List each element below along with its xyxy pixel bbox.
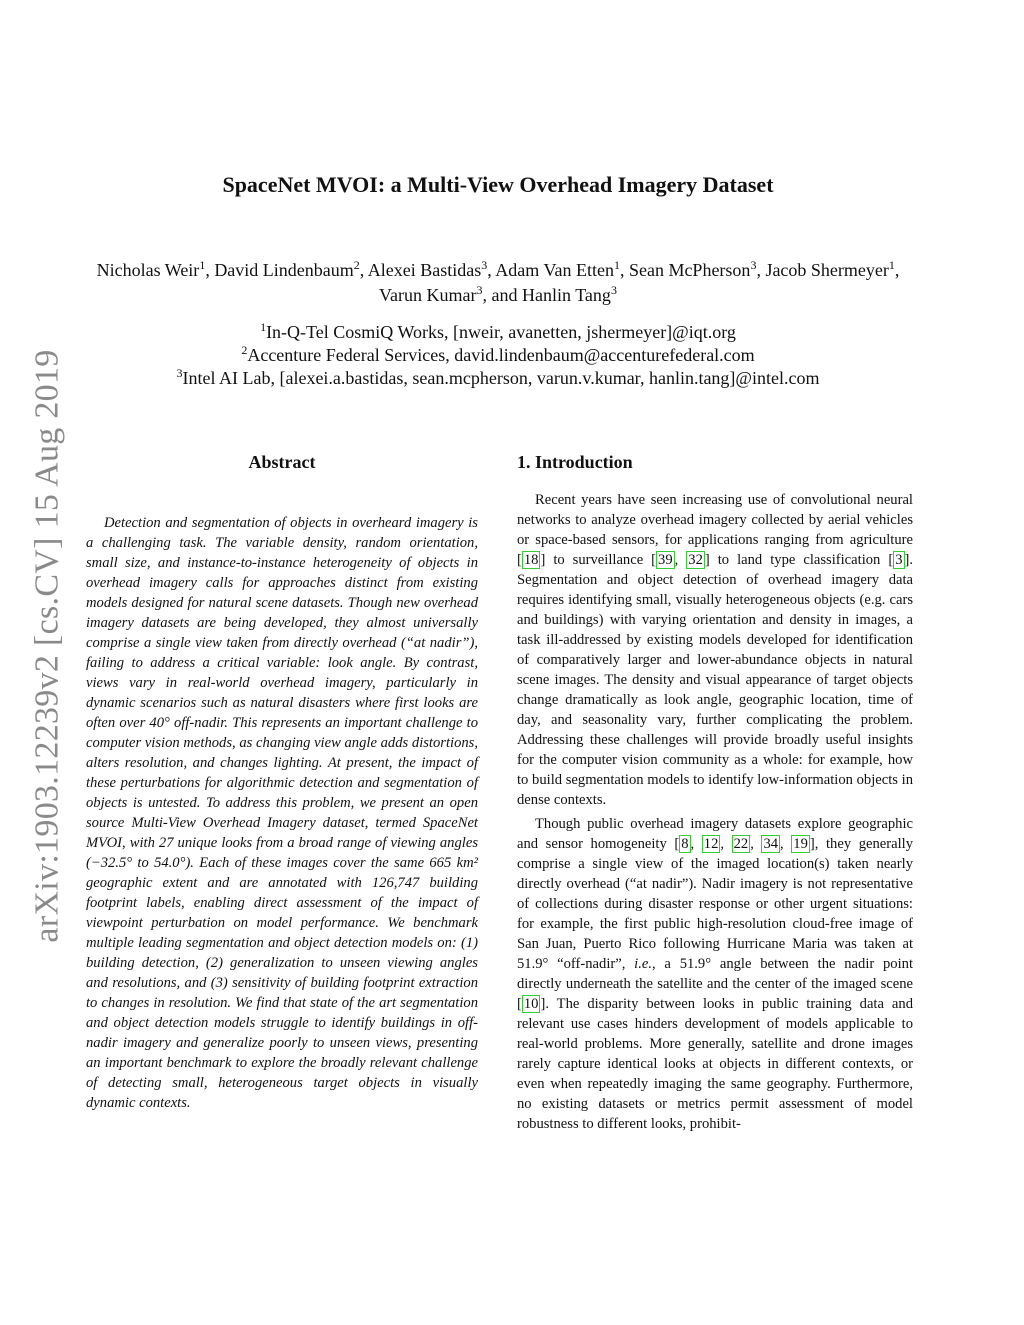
author-name: Alexei Bastidas (367, 260, 482, 280)
intro-text-run: Though public overhead imagery datasets explore geographic and sensor homogeneity [ (517, 816, 913, 852)
author-affiliation-mark: 1 (613, 258, 620, 272)
citation-link[interactable]: 22 (733, 836, 749, 852)
affiliation-line (90, 321, 906, 344)
author-affiliation-mark: 3 (476, 283, 483, 297)
author-separator: , (619, 260, 629, 280)
author-separator: , (359, 260, 368, 280)
citation-link[interactable]: 10 (523, 996, 539, 1012)
author-separator: , (205, 260, 215, 280)
author-separator: , (756, 260, 766, 280)
author-separator: , and (482, 285, 523, 305)
arxiv-id-text: arXiv:1903.12239v2 [cs.CV] 15 Aug 2019 (29, 349, 67, 943)
author-separator: , (894, 260, 900, 280)
author-separator: , (487, 260, 496, 280)
affiliation-mark: 1 (260, 320, 267, 334)
affiliation-text: Intel AI Lab, [alexei.a.bastidas, sean.mcpherson, varun.v.kumar, hanlin.tang]@intel.com (182, 368, 820, 388)
intro-text-run: ] to land type classification [ (704, 552, 894, 568)
author-affiliation-mark: 1 (199, 258, 206, 272)
intro-text-run: , (674, 552, 687, 568)
intro-text-run: ] to surveillance [ (540, 552, 657, 568)
intro-text-run: , (750, 836, 762, 852)
introduction-heading: 1. Introduction (517, 452, 633, 472)
author-affiliation-mark: 2 (353, 258, 360, 272)
author-name: Nicholas Weir (96, 260, 200, 280)
citation-link[interactable]: 34 (763, 836, 779, 852)
author-name: Hanlin Tang (522, 285, 611, 305)
citation-link[interactable]: 18 (523, 552, 539, 568)
abstract-heading: Abstract (248, 452, 316, 472)
author-name: David Lindenbaum (214, 260, 354, 280)
intro-text-run: , (720, 836, 732, 852)
affiliation-line (90, 344, 906, 367)
citation-link[interactable]: 39 (658, 552, 673, 568)
italic-text-run: i.e. (634, 956, 652, 972)
citation-link[interactable]: 8 (681, 836, 689, 852)
paper-title: SpaceNet MVOI: a Multi-View Overhead Imagery Dataset (222, 172, 774, 197)
author-affiliation-mark: 3 (610, 283, 617, 297)
right-column (517, 449, 913, 1134)
intro-text-run: , a 51.9° angle between the nadir point directly underneath the satellite and the center of the imaged scene [ (517, 956, 914, 1012)
author-affiliation-mark: 1 (888, 258, 895, 272)
left-column (86, 449, 478, 1113)
affiliation-text: Accenture Federal Services, david.lindenbaum@accenturefederal.com (247, 345, 755, 365)
author-affiliation-mark: 3 (481, 258, 488, 272)
citation-link[interactable]: 32 (688, 552, 703, 568)
intro-paragraph-2 (517, 814, 913, 1134)
affiliation-text: In-Q-Tel CosmiQ Works, [nweir, avanetten, jshermeyer]@iqt.org (266, 322, 736, 342)
author-affiliation-mark: 3 (750, 258, 757, 272)
intro-text-run: Recent years have seen increasing use of convolutional neural networks to analyze overhead imagery collected by aerial vehicles or space-based sensors, for applications ranging from agriculture [ (517, 492, 913, 568)
affiliation-mark: 3 (176, 366, 183, 380)
intro-text-run: , (780, 836, 792, 852)
abstract-text: Detection and segmentation of objects in overheard imagery is a challenging task. The variable density, random orientation, small size, and instance-to-instance heterogeneity of objects in overhead imagery calls for approaches distinct from existing models designed for natural scene datasets. Though new overhead imagery datasets are being developed, they almost universally comprise a single view taken from directly overhead (“at nadir”), failing to address a critical variable: look angle. By contrast, views vary in real-world overhead imagery, particularly in dynamic scenarios such as natural disasters where first looks are often over 40° off-nadir. This represents an important challenge to computer vision methods, as changing view angle adds distortions, alters resolution, and changes lighting. At present, the impact of these perturbations for algorithmic detection and segmentation of objects is untested. To address this problem, we present an open source Multi-View Overhead Imagery dataset, termed SpaceNet MVOI, with 27 unique looks from a broad range of viewing angles (−32.5° to 54.0°). Each of these images cover the same 665 km² geographic extent and are annotated with 126,747 building footprint labels, enabling direct assessment of the impact of viewpoint perturbation on model performance. We benchmark multiple leading segmentation and object detection models on: (1) building detection, (2) generalization to unseen viewing angles and resolutions, and (3) sensitivity of building footprint extraction to changes in resolution. We find that state of the art segmentation and object detection models struggle to identify buildings in off-nadir imagery and generalize poorly to unseen views, presenting an important benchmark to explore the broadly relevant challenge of detecting small, heterogeneous target objects in visually dynamic contexts. (86, 515, 478, 1111)
affiliation-line (90, 367, 906, 390)
citation-link[interactable]: 12 (703, 836, 719, 852)
author-list (90, 258, 906, 308)
intro-text-run: ]. Segmentation and object detection of overhead imagery data requires identifying small, visually heterogeneous objects (e.g. cars and buildings) with varying orientation and density in images, a task ill-addressed by existing models developed for identification of comparatively larger and lower-abundance objects in natural scene images. The density and visual appearance of target objects change dramatically as look angle, geographic location, time of day, and seasonality vary, further complicating the problem. Addressing these challenges will provide broadly useful insights for the computer vision community as a whole: for example, how to build segmentation models to identify low-information objects in dense contexts. (517, 552, 914, 808)
intro-text-run: ]. The disparity between looks in public training data and relevant use cases hinders development of models applicable to real-world problems. More generally, satellite and drone images rarely capture identical looks at objects in different contexts, or even when repeatedly imaging the same geography. Furthermore, no existing datasets or metrics permit assessment of model robustness to different looks, prohibit- (517, 996, 913, 1132)
author-name: Varun Kumar (379, 285, 477, 305)
author-name: Jacob Shermeyer (765, 260, 889, 280)
citation-link[interactable]: 19 (793, 836, 808, 852)
intro-text-run: ], they generally comprise a single view of the imaged location(s) taken nearly directly overhead (“at nadir”). Nadir imagery is not representative of collections during disaster response or other urgent situations: for example, the first public high-resolution cloud-free image of San Juan, Puerto Rico following Hurricane Maria was taken at 51.9° “off-nadir”, (517, 836, 914, 972)
author-name: Adam Van Etten (495, 260, 614, 280)
author-name: Sean McPherson (628, 260, 751, 280)
citation-link[interactable]: 3 (895, 552, 903, 568)
intro-paragraph-1 (517, 490, 913, 810)
arxiv-identifier-stamp (8, 346, 88, 946)
affiliation-list (90, 321, 906, 390)
intro-text-run: , (690, 836, 702, 852)
affiliation-mark: 2 (241, 343, 248, 357)
